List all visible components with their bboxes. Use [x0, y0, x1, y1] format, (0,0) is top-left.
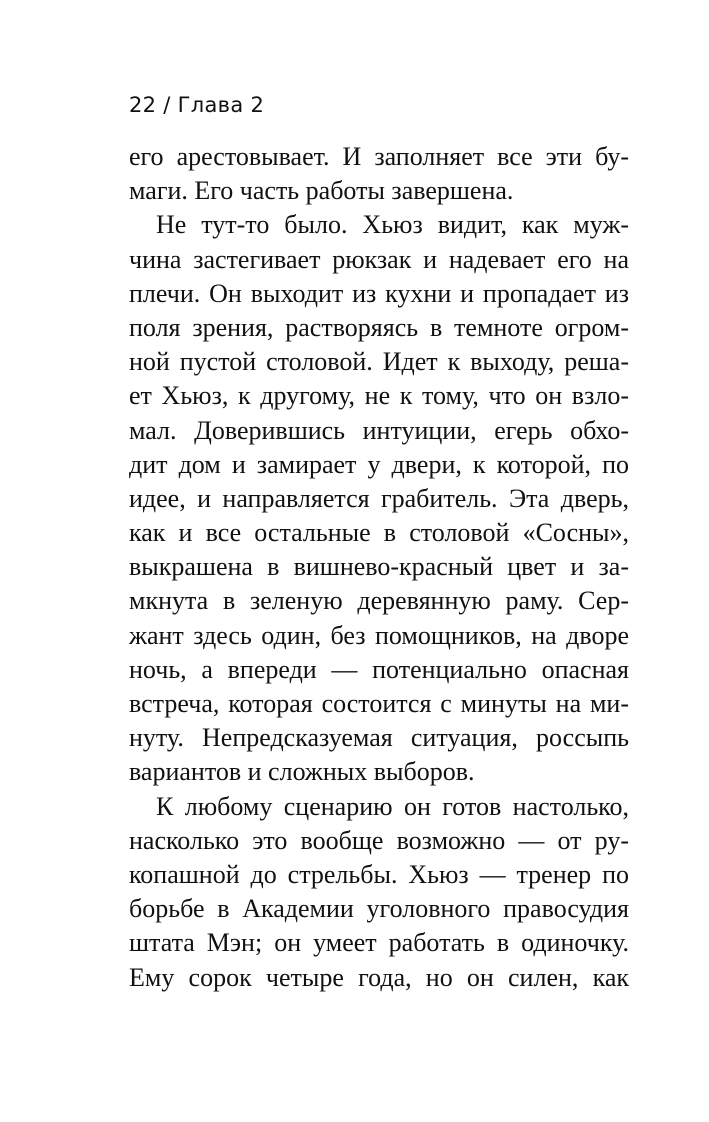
text-line: борьбе в Академии уголовного правосудия: [129, 894, 629, 924]
text-line: нуту. Непредсказуемая ситуация, россыпь: [129, 723, 629, 753]
text-line: ет Хьюз, к другому, не к тому, что он взло-: [129, 381, 629, 411]
text-line: К любому сценарию он готов настолько,: [156, 791, 629, 821]
text-line: его арестовывает. И заполняет все эти бу-: [129, 142, 629, 171]
text-line: плечи. Он выходит из кухни и пропадает из: [129, 278, 629, 308]
text-line: мкнута в зеленую деревянную раму. Сер-: [129, 586, 629, 616]
text-line: Не тут-то было. Хьюз видит, как муж-: [156, 210, 629, 240]
text-line: чина застегивает рюкзак и надевает его на: [129, 244, 629, 274]
text-line: мал. Доверившись интуиции, егерь обхо-: [129, 415, 629, 445]
text-line: вариантов и сложных выборов.: [129, 757, 475, 787]
text-line: жант здесь один, без помощников, на дворе: [129, 620, 629, 650]
text-line: идее, и направляется грабитель. Эта дверь,: [129, 483, 629, 513]
text-line: насколько это вообще возможно — от ру-: [129, 825, 629, 855]
text-line: дит дом и замирает у двери, к которой, по: [129, 449, 629, 479]
text-line: ночь, а впереди — потенциально опасная: [129, 654, 629, 684]
text-line: встреча, которая состоится с минуты на ми-: [129, 689, 629, 718]
text-line: штата Мэн; он умеет работать в одиночку.: [129, 928, 629, 958]
text-line: маги. Его часть работы завершена.: [129, 176, 514, 206]
body-text: [129, 140, 629, 995]
text-line: как и все остальные в столовой «Сосны»,: [129, 518, 629, 548]
text-line: Ему сорок четыре года, но он силен, как: [129, 962, 629, 992]
text-line: ной пустой столовой. Идет к выходу, реша-: [129, 347, 629, 377]
text-line: выкрашена в вишнево-красный цвет и за-: [129, 552, 629, 582]
running-header: 22 / Глава 2: [129, 93, 265, 117]
text-line: копашной до стрельбы. Хьюз — тренер по: [129, 859, 629, 889]
text-line: поля зрения, растворяясь в темноте огром-: [129, 312, 629, 342]
